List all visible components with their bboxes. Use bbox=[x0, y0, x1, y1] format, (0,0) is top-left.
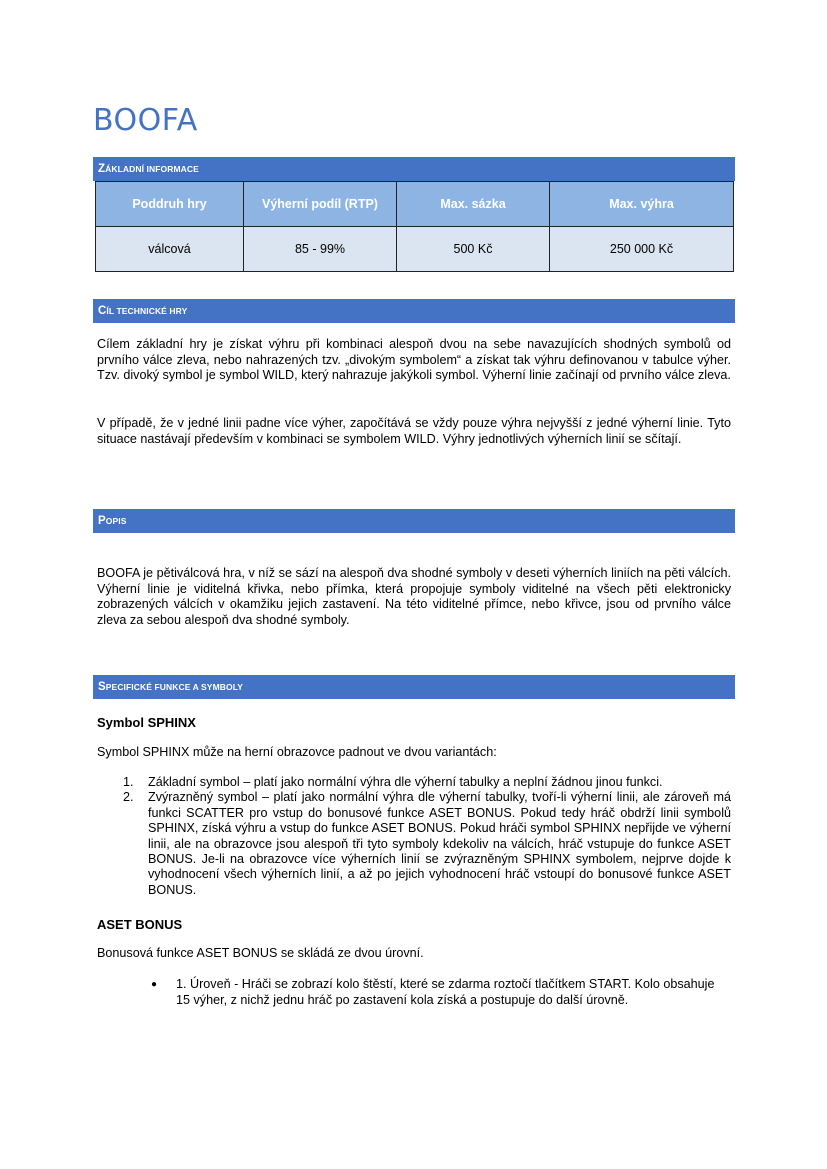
aset-bonus-levels-list bbox=[93, 977, 719, 1008]
table-header-row bbox=[96, 182, 734, 227]
section-header-description: POPIS bbox=[93, 509, 735, 533]
aset-bonus-heading: ASET BONUS bbox=[97, 917, 183, 932]
col-header-max-bet: Max. sázka bbox=[397, 182, 550, 227]
sphinx-heading: Symbol SPHINX bbox=[97, 715, 196, 730]
cell-subtype: válcová bbox=[96, 227, 244, 272]
section-header-basic-info: ZÁKLADNÍ INFORMACE bbox=[93, 157, 735, 181]
section-header-features: SPECIFICKÉ FUNKCE A SYMBOLY bbox=[93, 675, 735, 699]
col-header-subtype: Poddruh hry bbox=[96, 182, 244, 227]
document-title: BOOFA bbox=[93, 103, 198, 138]
sphinx-variants-list bbox=[93, 775, 731, 898]
aset-bonus-intro: Bonusová funkce ASET BONUS se skládá ze dvou úrovní. bbox=[97, 946, 424, 960]
bullet-icon: ● bbox=[151, 979, 158, 990]
list-item: ● 1. Úroveň - Hráči se zobrazí kolo štěstí, které se zdarma roztočí tlačítkem START. Kolo obsahuje 15 výher, z nichž jednu hráč po zastavení kola získá a postupuje do další úrovně. bbox=[151, 977, 715, 1007]
basic-info-table bbox=[95, 181, 734, 272]
cell-max-bet: 500 Kč bbox=[397, 227, 550, 272]
col-header-max-win: Max. výhra bbox=[550, 182, 734, 227]
cell-max-win: 250 000 Kč bbox=[550, 227, 734, 272]
goal-paragraph-2: V případě, že v jedné linii padne více výher, započítává se vždy pouze výhra nejvyšší z jedné výherní linie. Tyto situace nastávají především v kombinaci se symbolem WILD. Výhry jednotlivých výherních linií se sčítají. bbox=[97, 416, 731, 446]
col-header-rtp: Výherní podíl (RTP) bbox=[244, 182, 397, 227]
sphinx-intro: Symbol SPHINX může na herní obrazovce padnout ve dvou variantách: bbox=[97, 745, 497, 759]
goal-paragraph-1: Cílem základní hry je získat výhru při kombinaci alespoň dvou na sebe navazujících shodných symbolů od prvního válce zleva, nebo nahrazených tzv. „divokým symbolem“ a získat tak výhru definovanou v tabulce výher. Tzv. divoký symbol je symbol WILD, který nahrazuje jakýkoli symbol. Výherní linie začínají od prvního válce zleva. bbox=[97, 337, 731, 383]
list-item: 2. Zvýrazněný symbol – platí jako normální výhra dle výherní tabulky, tvoří-li výherní linii, ale zároveň má funkci SCATTER pro vstup do bonusové funkce ASET BONUS. Pokud tedy hráč obdrží linii symbolů SPHINX, získá výhru a vstup do funkce ASET BONUS. Pokud hráči symbol SPHINX nepřijde ve výherní linii, ale na obrazovce jsou alespoň tři tyto symboly kdekoliv na válcích, hráč vstupuje do funkce ASET BONUS. Je-li na obrazovce více výherních linií se zvýrazněným SPHINX symbolem, nejprve dojde k vyhodnocení všech výherních linií, a až po jejich vyhodnocení hráč vstoupí do bonusové funkce ASET BONUS. bbox=[123, 790, 731, 897]
section-header-goal: CÍL TECHNICKÉ HRY bbox=[93, 299, 735, 323]
cell-rtp: 85 - 99% bbox=[244, 227, 397, 272]
list-item: 1. Základní symbol – platí jako normální výhra dle výherní tabulky a neplní žádnou jinou funkci. bbox=[123, 775, 663, 789]
table-row bbox=[96, 227, 734, 272]
description-paragraph: BOOFA je pětiválcová hra, v níž se sází na alespoň dva shodné symboly v deseti výherních liniích na pěti válcích. Výherní linie je viditelná křivka, nebo přímka, která propojuje symboly viditelné na všech pěti elektronicky zobrazených válcích v okamžiku jejich zastavení. Na této viditelné přímce, nebo křivce, jsou od prvního válce zleva za sebou alespoň dva shodné symboly. bbox=[97, 566, 731, 627]
